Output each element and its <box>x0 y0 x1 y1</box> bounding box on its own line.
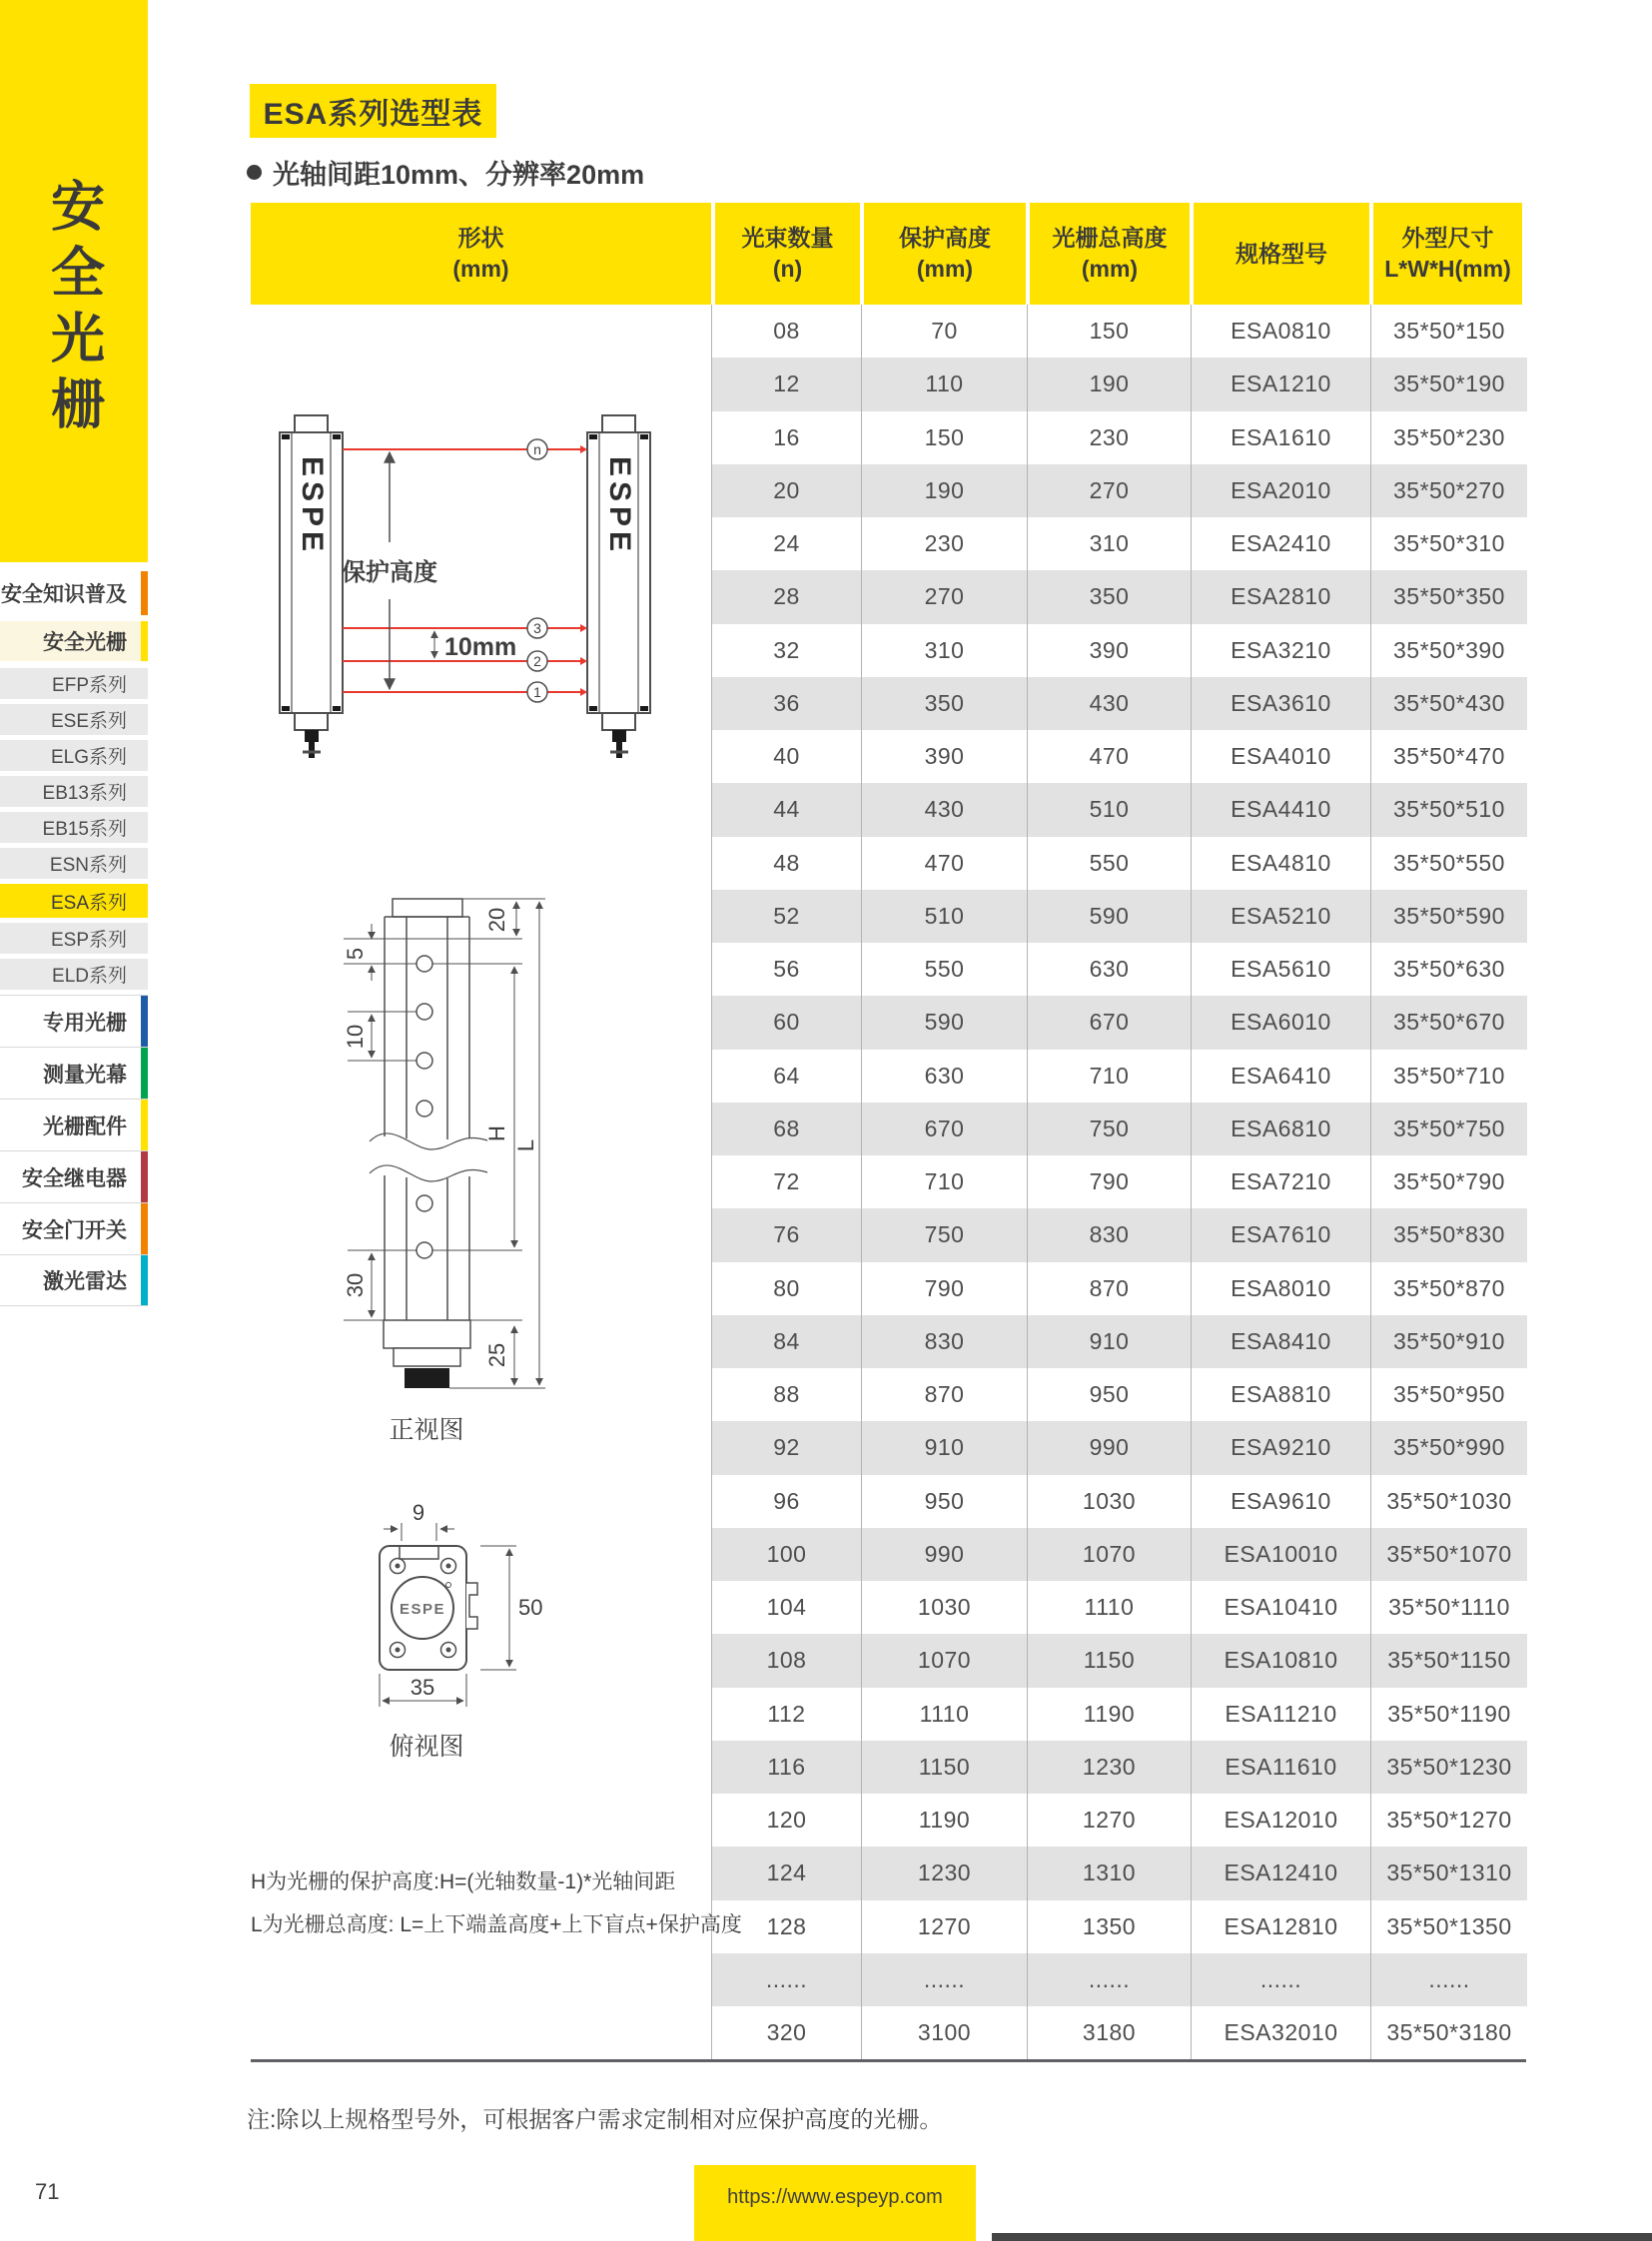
table-cell: 108 <box>712 1634 862 1687</box>
sidebar-item-EB13系列[interactable] <box>0 776 148 807</box>
table-cell: ...... <box>862 1953 1028 2006</box>
table-cell: 56 <box>712 943 862 996</box>
sidebar-item-label: 专用光栅 <box>43 1011 127 1035</box>
bullet-icon <box>247 165 262 180</box>
table-cell: ESA5610 <box>1192 943 1371 996</box>
sidebar-item-安全光栅[interactable] <box>0 621 148 661</box>
table-cell: 84 <box>712 1315 862 1368</box>
table-cell: 1110 <box>862 1688 1028 1741</box>
table-cell: 1230 <box>862 1847 1028 1899</box>
table-cell: 1270 <box>862 1900 1028 1953</box>
table-row <box>712 1953 1527 2006</box>
table-cell: 35*50*430 <box>1393 689 1505 716</box>
table-cell: 128 <box>712 1900 862 1953</box>
sidebar-item-ESA系列[interactable] <box>0 884 148 918</box>
table-cell: 790 <box>862 1262 1028 1315</box>
column-header-3: 保护高度 (mm) <box>864 203 1026 305</box>
bottom-edge-bar <box>992 2233 1652 2241</box>
table-cell: ESA9210 <box>1192 1421 1371 1474</box>
category-marker <box>141 1203 148 1254</box>
sidebar-menu <box>0 571 148 1306</box>
sidebar-item-专用光栅[interactable] <box>0 995 148 1047</box>
selection-table <box>251 203 1526 2062</box>
sidebar-item-ELD系列[interactable] <box>0 959 148 990</box>
column-header-1: 形状 (mm) <box>251 203 711 305</box>
table-cell: 35*50*750 <box>1393 1115 1505 1141</box>
table-cell: 750 <box>862 1208 1028 1261</box>
sidebar-item-安全知识普及[interactable] <box>0 571 148 615</box>
shape-diagrams <box>251 285 742 2079</box>
sidebar-item-label: EB15系列 <box>42 819 127 840</box>
table-row <box>712 943 1527 996</box>
beam-label-n: n <box>533 441 541 457</box>
table-cell: 870 <box>1028 1262 1192 1315</box>
table-row <box>712 358 1527 410</box>
table-cell: 1030 <box>862 1581 1028 1634</box>
column-header-4: 光栅总高度 (mm) <box>1030 203 1190 305</box>
category-marker <box>141 1100 148 1150</box>
table-row <box>712 1634 1527 1687</box>
sidebar-item-ELG系列[interactable] <box>0 740 148 771</box>
spec-bullet-line <box>247 153 644 192</box>
table-cell: 550 <box>862 943 1028 996</box>
table-cell: ESA2010 <box>1192 464 1371 517</box>
table-row <box>712 1794 1527 1847</box>
sidebar-item-label: ESN系列 <box>49 855 127 876</box>
table-cell: 12 <box>712 358 862 410</box>
table-cell: 910 <box>862 1421 1028 1474</box>
dim-25: 25 <box>484 1342 509 1368</box>
table-cell: 35*50*1030 <box>1386 1487 1512 1514</box>
table-row <box>712 1050 1527 1103</box>
table-cell: 35*50*830 <box>1393 1221 1505 1248</box>
table-cell: 88 <box>712 1368 862 1421</box>
beam-label-2: 2 <box>533 653 541 669</box>
table-row <box>712 1155 1527 1208</box>
table-row <box>712 1208 1527 1261</box>
table-cell: 150 <box>1028 305 1192 358</box>
table-row <box>712 464 1527 517</box>
table-row <box>712 2006 1527 2059</box>
table-cell: 28 <box>712 570 862 623</box>
sidebar-item-光栅配件[interactable] <box>0 1099 148 1150</box>
brand-logo-left-tower: ESPE <box>296 456 329 557</box>
table-row <box>712 890 1527 943</box>
formula-total-height: L为光栅总高度: L=上下端盖高度+上下盲点+保护高度 <box>251 1913 742 1936</box>
table-cell: 550 <box>1028 837 1192 890</box>
sidebar-item-label: 光栅配件 <box>43 1115 127 1138</box>
shape-column <box>251 305 742 2059</box>
table-cell: 950 <box>1028 1368 1192 1421</box>
sidebar-item-激光雷达[interactable] <box>0 1254 148 1306</box>
sidebar-item-label: 安全知识普及 <box>1 583 127 606</box>
table-row <box>712 1847 1527 1899</box>
side-band <box>0 0 148 562</box>
table-cell: 1310 <box>1028 1847 1192 1899</box>
sidebar-item-label: 测量光幕 <box>43 1063 127 1087</box>
table-cell: 3100 <box>862 2006 1028 2059</box>
table-row <box>712 1368 1527 1421</box>
table-row <box>712 1688 1527 1741</box>
table-cell: 116 <box>712 1741 862 1794</box>
table-cell: 35*50*190 <box>1393 371 1505 397</box>
top-view-diagram <box>380 1546 477 1670</box>
table-cell: 35*50*990 <box>1393 1434 1505 1461</box>
table-cell: ESA12410 <box>1192 1847 1371 1899</box>
table-row <box>712 305 1527 358</box>
side-band-title: 安全光栅 <box>43 178 104 441</box>
table-cell: ESA11610 <box>1192 1741 1371 1794</box>
table-cell: 35*50*590 <box>1393 902 1505 929</box>
table-cell: 950 <box>862 1475 1028 1528</box>
table-cell: 630 <box>1028 943 1192 996</box>
table-cell: 96 <box>712 1475 862 1528</box>
table-cell: 35*50*1310 <box>1386 1860 1512 1886</box>
table-rows <box>712 305 1527 2059</box>
table-cell: 35*50*550 <box>1393 849 1505 876</box>
table-row <box>712 1475 1527 1528</box>
table-cell: ESA12810 <box>1192 1900 1371 1953</box>
table-cell: 35*50*710 <box>1393 1062 1505 1089</box>
sidebar-item-EFP系列[interactable] <box>0 668 148 699</box>
category-marker <box>141 996 148 1047</box>
table-cell: 990 <box>1028 1421 1192 1474</box>
table-row <box>712 1103 1527 1155</box>
category-marker <box>141 621 148 661</box>
table-cell: ...... <box>1428 1965 1470 1992</box>
table-cell: 670 <box>1028 996 1192 1049</box>
table-cell: ESA6410 <box>1192 1050 1371 1103</box>
table-cell: 710 <box>862 1155 1028 1208</box>
table-cell: ESA3610 <box>1192 677 1371 730</box>
website-badge <box>694 2165 976 2241</box>
table-cell: 68 <box>712 1103 862 1155</box>
table-cell: 76 <box>712 1208 862 1261</box>
top-view-label: 俯视图 <box>389 1733 464 1761</box>
table-cell: 35*50*310 <box>1393 530 1505 557</box>
table-cell: 670 <box>862 1103 1028 1155</box>
table-cell: 590 <box>1028 890 1192 943</box>
table-cell: ESA1610 <box>1192 411 1371 464</box>
table-cell: 35*50*350 <box>1393 583 1505 610</box>
table-cell: 100 <box>712 1528 862 1581</box>
table-cell: ...... <box>712 1953 862 2006</box>
table-cell: 35*50*1350 <box>1386 1912 1512 1939</box>
dim-35: 35 <box>410 1675 435 1700</box>
table-cell: 64 <box>712 1050 862 1103</box>
table-cell: ESA12010 <box>1192 1794 1371 1847</box>
table-cell: 350 <box>1028 570 1192 623</box>
website-url[interactable]: https://www.espeyp.com <box>727 2185 943 2208</box>
table-cell: 35*50*230 <box>1393 423 1505 450</box>
front-view-diagram <box>370 899 487 1388</box>
table-cell: 35*50*1270 <box>1386 1807 1512 1834</box>
table-cell: 92 <box>712 1421 862 1474</box>
dim-H: H <box>484 1125 509 1141</box>
column-header-6: 外型尺寸 L*W*H(mm) <box>1373 203 1522 305</box>
table-cell: 1190 <box>1028 1688 1192 1741</box>
category-marker <box>141 1151 148 1202</box>
sidebar-item-label: EB13系列 <box>42 783 127 804</box>
table-cell: 35*50*1150 <box>1387 1647 1511 1674</box>
table-row <box>712 517 1527 570</box>
table-cell: 70 <box>862 305 1028 358</box>
table-cell: 16 <box>712 411 862 464</box>
table-row <box>712 1262 1527 1315</box>
sidebar-item-安全门开关[interactable] <box>0 1202 148 1254</box>
sidebar-item-label: 安全继电器 <box>22 1166 127 1190</box>
sidebar-item-label: 激光雷达 <box>43 1270 127 1293</box>
table-cell: 830 <box>1028 1208 1192 1261</box>
sidebar-item-label: ESA系列 <box>50 892 127 914</box>
table-cell: 35*50*950 <box>1393 1381 1505 1408</box>
custom-note: 注:除以上规格型号外，可根据客户需求定制相对应保护高度的光栅。 <box>247 2106 943 2132</box>
table-row <box>712 411 1527 464</box>
sidebar-item-label: ELG系列 <box>50 747 127 768</box>
sidebar-item-label: ESE系列 <box>50 711 127 732</box>
table-cell: ESA7210 <box>1192 1155 1371 1208</box>
sidebar-item-安全继电器[interactable] <box>0 1150 148 1202</box>
table-cell: 270 <box>862 570 1028 623</box>
column-header-2: 光束数量 (n) <box>715 203 860 305</box>
table-cell: 990 <box>862 1528 1028 1581</box>
table-cell: 270 <box>1028 464 1192 517</box>
sidebar-item-ESN系列[interactable] <box>0 848 148 879</box>
pitch-label: 10mm <box>444 633 517 661</box>
table-cell: 1270 <box>1028 1794 1192 1847</box>
protect-height-label: 保护高度 <box>342 559 437 586</box>
table-cell: ESA6810 <box>1192 1103 1371 1155</box>
spec-bullet-text: 光轴间距10mm、分辨率20mm <box>273 160 645 190</box>
table-cell: 1150 <box>1028 1634 1192 1687</box>
table-cell: 35*50*790 <box>1393 1168 1505 1195</box>
table-cell: 1190 <box>862 1794 1028 1847</box>
brand-logo-right-tower: ESPE <box>603 456 636 557</box>
table-cell: 1070 <box>862 1634 1028 1687</box>
table-body <box>251 305 1526 2062</box>
sidebar-item-label: EFP系列 <box>52 675 127 696</box>
table-cell: 35*50*1070 <box>1386 1540 1512 1567</box>
sidebar-item-label: 安全光栅 <box>43 631 127 654</box>
table-cell: ESA9610 <box>1192 1475 1371 1528</box>
table-cell: ESA3210 <box>1192 624 1371 677</box>
dim-5: 5 <box>343 947 368 961</box>
light-curtain-diagram <box>251 285 711 2079</box>
table-row <box>712 783 1527 836</box>
table-cell: 80 <box>712 1262 862 1315</box>
table-cell: 36 <box>712 677 862 730</box>
table-cell: 390 <box>862 730 1028 783</box>
table-cell: 350 <box>862 677 1028 730</box>
table-cell: 430 <box>1028 677 1192 730</box>
table-cell: 35*50*630 <box>1393 956 1505 983</box>
beam-label-3: 3 <box>533 620 541 636</box>
table-row <box>712 1421 1527 1474</box>
table-cell: 3180 <box>1028 2006 1192 2059</box>
table-row <box>712 996 1527 1049</box>
table-cell: 320 <box>712 2006 862 2059</box>
table-cell: 104 <box>712 1581 862 1634</box>
table-row <box>712 1741 1527 1794</box>
table-cell: ESA10010 <box>1192 1528 1371 1581</box>
table-cell: 510 <box>1028 783 1192 836</box>
table-row <box>712 1581 1527 1634</box>
table-row <box>712 677 1527 730</box>
table-cell: ESA1210 <box>1192 358 1371 410</box>
table-cell: ESA7610 <box>1192 1208 1371 1261</box>
table-cell: 1150 <box>862 1741 1028 1794</box>
table-cell: 230 <box>1028 411 1192 464</box>
table-cell: ESA10410 <box>1192 1581 1371 1634</box>
page-title: ESA系列选型表 <box>250 84 496 138</box>
dim-10: 10 <box>343 1024 368 1050</box>
table-cell: 910 <box>1028 1315 1192 1368</box>
tower-pair-diagram <box>280 415 650 758</box>
table-cell: 190 <box>862 464 1028 517</box>
table-cell: 60 <box>712 996 862 1049</box>
table-row <box>712 1528 1527 1581</box>
table-cell: ...... <box>1192 1953 1371 2006</box>
table-cell: ...... <box>1028 1953 1192 2006</box>
table-cell: ESA4410 <box>1192 783 1371 836</box>
table-row <box>712 730 1527 783</box>
table-cell: 35*50*3180 <box>1386 2019 1512 2046</box>
table-cell: 150 <box>862 411 1028 464</box>
table-cell: 390 <box>1028 624 1192 677</box>
sidebar-item-label: ESP系列 <box>50 930 127 951</box>
category-marker <box>141 571 148 615</box>
table-cell: 870 <box>862 1368 1028 1421</box>
table-cell: 630 <box>862 1050 1028 1103</box>
table-cell: 32 <box>712 624 862 677</box>
table-cell: 710 <box>1028 1050 1192 1103</box>
table-row <box>712 837 1527 890</box>
table-cell: ESA11210 <box>1192 1688 1371 1741</box>
table-row <box>712 624 1527 677</box>
table-row <box>712 1900 1527 1953</box>
table-cell: 430 <box>862 783 1028 836</box>
table-cell: 35*50*470 <box>1393 743 1505 770</box>
table-cell: 35*50*270 <box>1393 476 1505 503</box>
table-cell: 1350 <box>1028 1900 1192 1953</box>
table-cell: 24 <box>712 517 862 570</box>
table-cell: 110 <box>862 358 1028 410</box>
table-cell: 72 <box>712 1155 862 1208</box>
table-cell: 750 <box>1028 1103 1192 1155</box>
table-cell: 470 <box>862 837 1028 890</box>
table-cell: ESA4010 <box>1192 730 1371 783</box>
table-cell: ESA2810 <box>1192 570 1371 623</box>
table-cell: 08 <box>712 305 862 358</box>
table-cell: 120 <box>712 1794 862 1847</box>
table-cell: 20 <box>712 464 862 517</box>
table-cell: ESA2410 <box>1192 517 1371 570</box>
table-cell: 190 <box>1028 358 1192 410</box>
table-cell: 310 <box>862 624 1028 677</box>
table-cell: 35*50*670 <box>1393 1009 1505 1036</box>
table-cell: ESA8810 <box>1192 1368 1371 1421</box>
table-row <box>712 570 1527 623</box>
category-marker <box>141 1255 148 1305</box>
table-cell: 310 <box>1028 517 1192 570</box>
sidebar-item-label: 安全门开关 <box>22 1218 127 1242</box>
table-cell: 590 <box>862 996 1028 1049</box>
table-cell: ESA32010 <box>1192 2006 1371 2059</box>
table-cell: ESA10810 <box>1192 1634 1371 1687</box>
table-cell: 1230 <box>1028 1741 1192 1794</box>
table-cell: 35*50*910 <box>1393 1327 1505 1354</box>
formula-protect-height: H为光栅的保护高度:H=(光轴数量-1)*光轴间距 <box>251 1870 676 1893</box>
sidebar-item-测量光幕[interactable] <box>0 1047 148 1099</box>
table-cell: ESA5210 <box>1192 890 1371 943</box>
dim-30: 30 <box>343 1272 368 1298</box>
sidebar-item-ESP系列[interactable] <box>0 923 148 954</box>
table-cell: 470 <box>1028 730 1192 783</box>
table-cell: 35*50*1230 <box>1386 1753 1512 1780</box>
table-cell: 35*50*510 <box>1393 796 1505 823</box>
table-cell: 112 <box>712 1688 862 1741</box>
dim-20: 20 <box>484 907 509 933</box>
table-cell: 35*50*1110 <box>1388 1594 1510 1621</box>
table-cell: 35*50*870 <box>1393 1274 1505 1301</box>
table-cell: 40 <box>712 730 862 783</box>
dim-9: 9 <box>412 1500 425 1525</box>
table-cell: 48 <box>712 837 862 890</box>
table-cell: ESA6010 <box>1192 996 1371 1049</box>
dim-50: 50 <box>518 1595 543 1620</box>
table-cell: ESA8010 <box>1192 1262 1371 1315</box>
table-cell: 44 <box>712 783 862 836</box>
table-cell: ESA0810 <box>1192 305 1371 358</box>
table-cell: 510 <box>862 890 1028 943</box>
dim-L: L <box>513 1138 538 1152</box>
table-cell: 1030 <box>1028 1475 1192 1528</box>
table-cell: 124 <box>712 1847 862 1899</box>
table-cell: 830 <box>862 1315 1028 1368</box>
table-cell: 230 <box>862 517 1028 570</box>
sidebar-item-label: ELD系列 <box>52 966 127 987</box>
beam-label-1: 1 <box>533 684 541 700</box>
brand-logo-top-view: ESPE <box>399 1601 446 1618</box>
table-row <box>712 1315 1527 1368</box>
beam-number-badges <box>527 439 547 702</box>
table-cell: 52 <box>712 890 862 943</box>
sidebar-item-ESE系列[interactable] <box>0 704 148 735</box>
table-cell: 790 <box>1028 1155 1192 1208</box>
table-cell: ESA4810 <box>1192 837 1371 890</box>
table-cell: 35*50*390 <box>1393 636 1505 663</box>
category-marker <box>141 1048 148 1099</box>
column-header-5: 规格型号 <box>1194 203 1369 305</box>
sidebar-item-EB15系列[interactable] <box>0 812 148 843</box>
page-number: 71 <box>35 2179 60 2204</box>
table-cell: 35*50*1190 <box>1387 1700 1511 1727</box>
table-cell: ESA8410 <box>1192 1315 1371 1368</box>
table-cell: 1110 <box>1028 1581 1192 1634</box>
front-view-label: 正视图 <box>389 1416 464 1444</box>
table-cell: 1070 <box>1028 1528 1192 1581</box>
table-cell: 35*50*150 <box>1393 318 1505 345</box>
